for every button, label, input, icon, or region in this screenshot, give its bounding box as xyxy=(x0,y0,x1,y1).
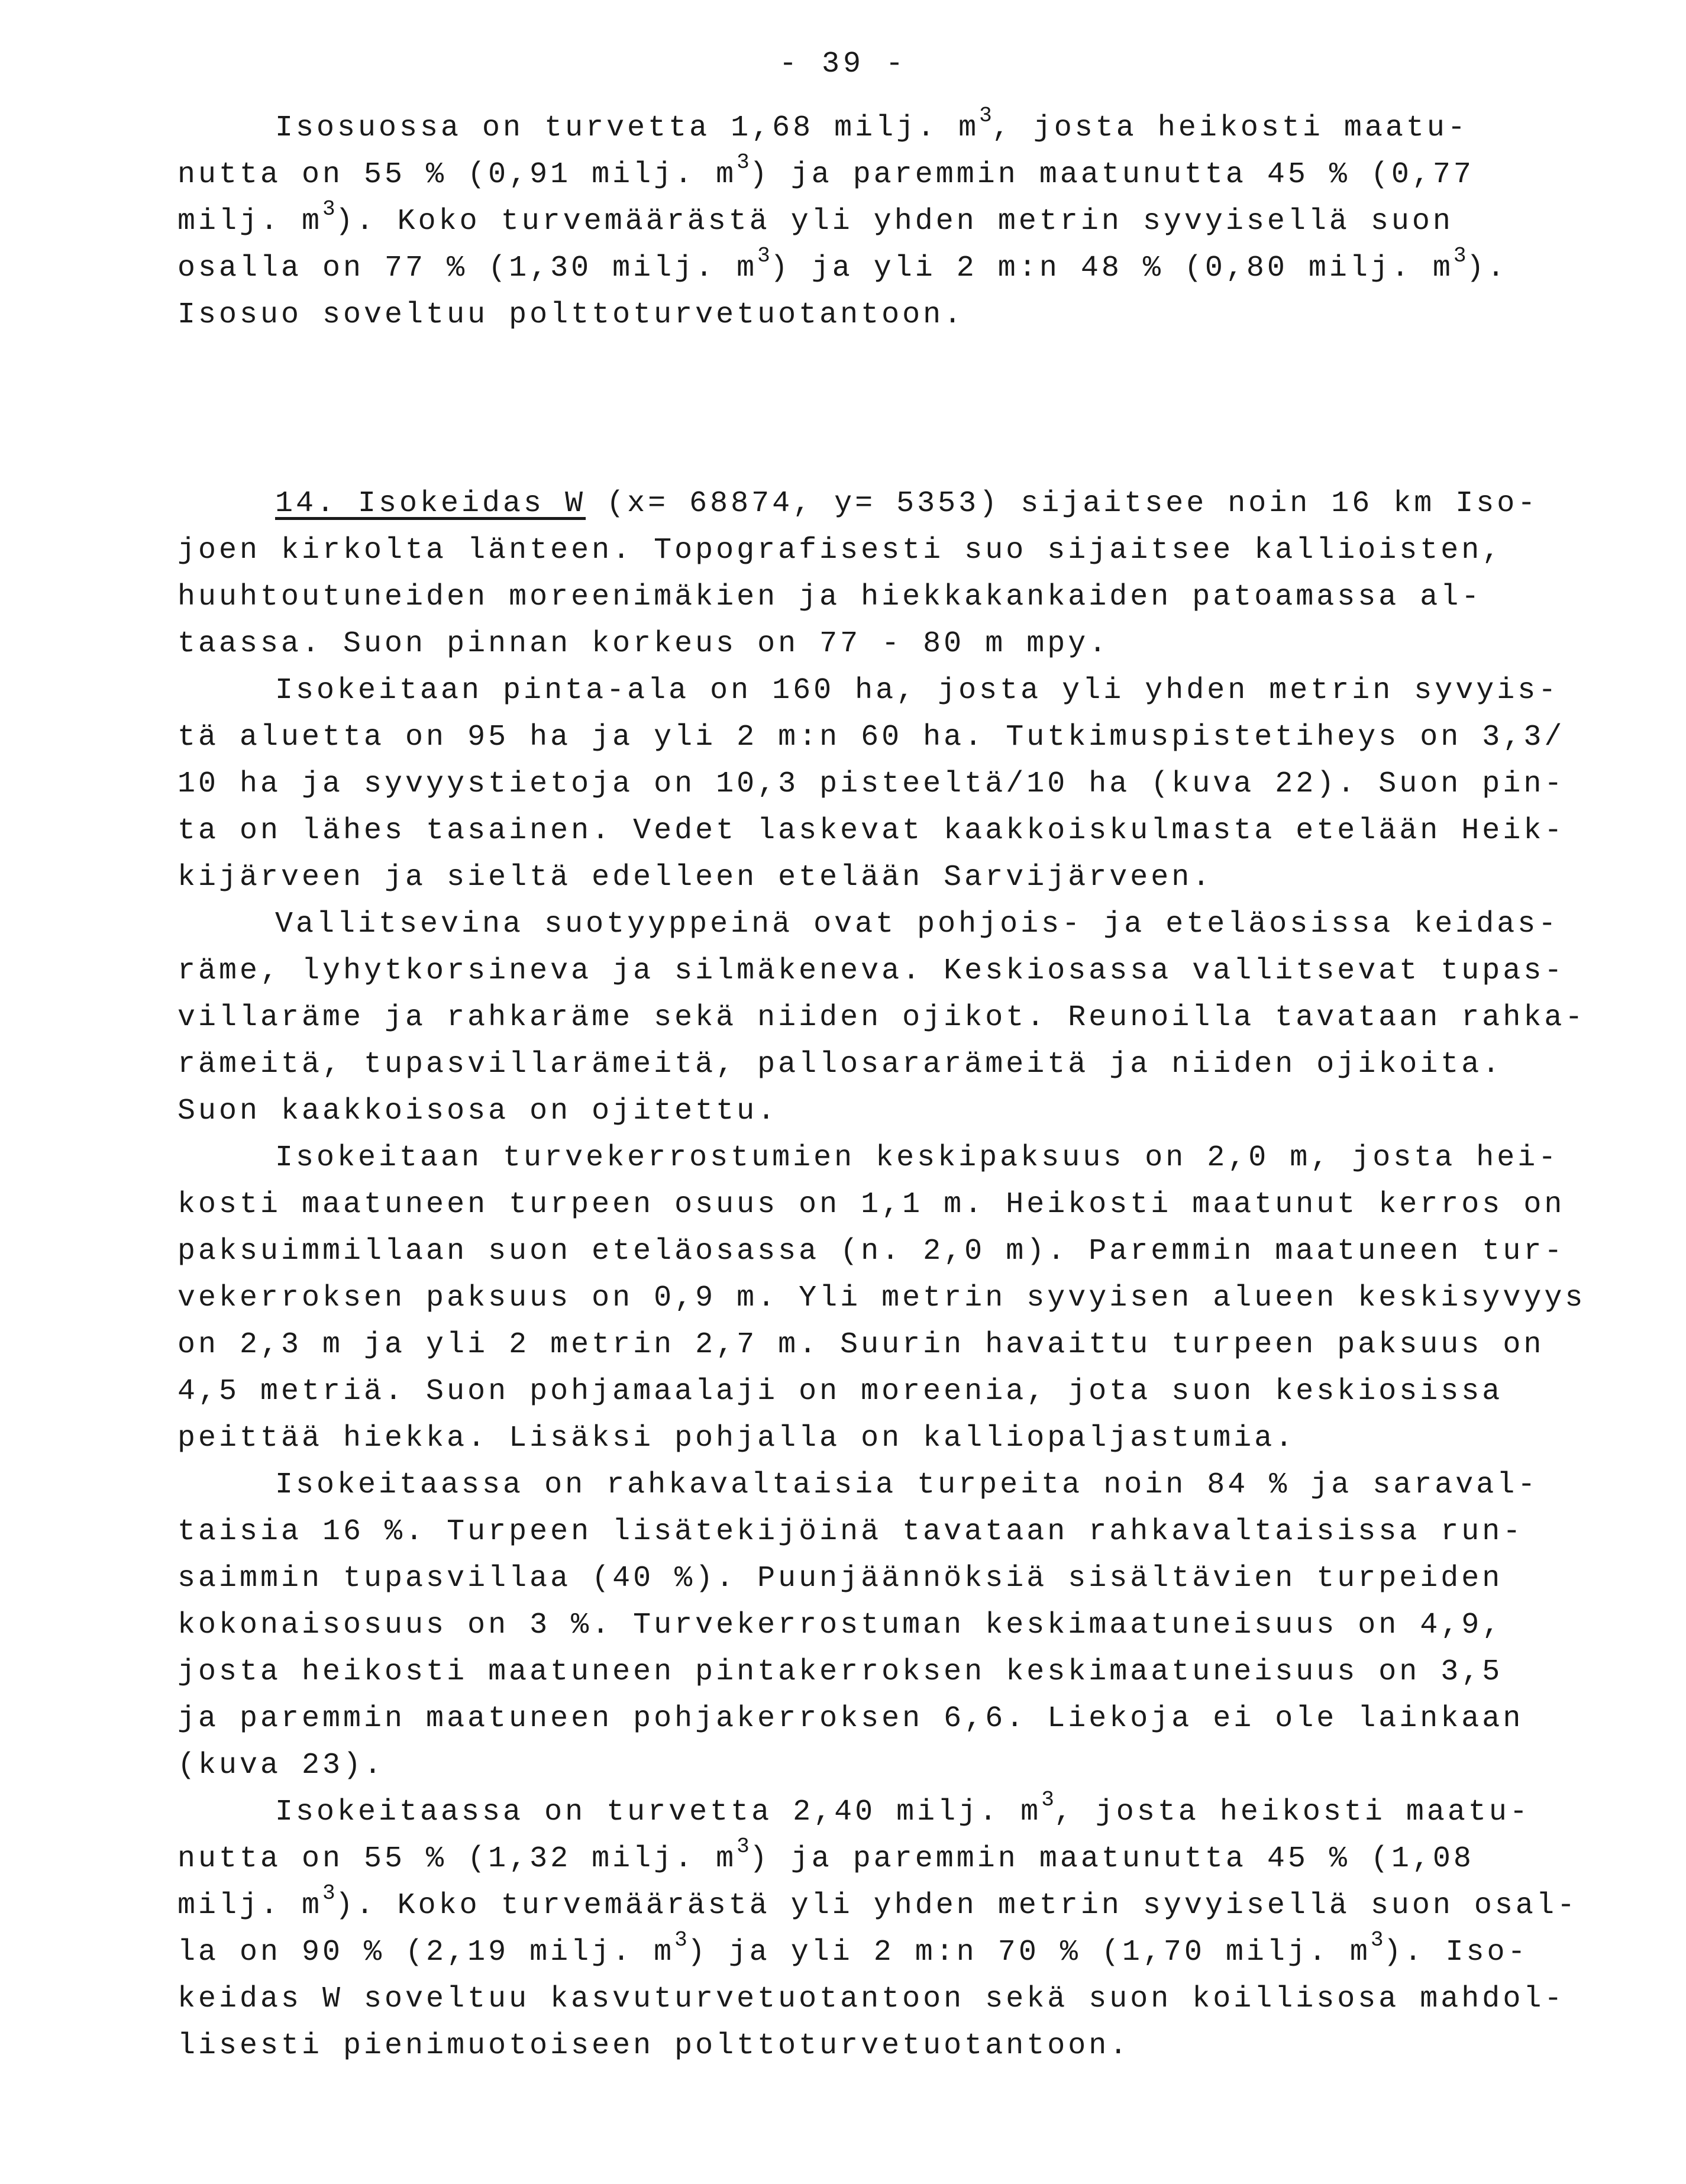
page-number: - 39 - xyxy=(779,47,907,81)
text-line: Isokeitaassa on turvetta 2,40 milj. $m^3$, josta heikosti maatu- xyxy=(275,1788,1530,1829)
superscript: 3 xyxy=(1453,244,1467,269)
superscript: 3 xyxy=(674,1928,687,1953)
text-line: Isokeitaassa on rahkavaltaisia turpeita noin 84 % ja saraval- xyxy=(275,1468,1539,1502)
text-line: Isosuo soveltuu polttoturvetuotantoon. xyxy=(177,298,965,332)
text-line: Isokeitaan pinta-ala on 160 ha, josta yli yhden metrin syvyis- xyxy=(275,674,1559,707)
text-line: peittää hiekka. Lisäksi pohjalla on kalliopaljastumia. xyxy=(177,1421,1296,1455)
text-line: milj. $m^3$). Koko turvemäärästä yli yhden metrin syvyisellä suon xyxy=(177,197,1454,238)
paragraph xyxy=(177,480,1538,667)
text-line: kijärveen ja sieltä edelleen etelään Sarvijärveen. xyxy=(177,861,1213,894)
superscript: 3 xyxy=(1041,1788,1054,1813)
text-line: vekerroksen paksuus on 0,9 m. Yli metrin syvyisen alueen keskisyvyys xyxy=(177,1281,1586,1315)
text-line: la on 90 % (2,19 milj. $m^3$) ja yli 2 m:n 70 % (1,70 milj. $m^3$). Iso- xyxy=(177,1928,1529,1969)
text-line: 14. Isokeidas W (x= 68874, y= 5353) sijaitsee noin 16 km Iso- xyxy=(275,487,1539,521)
text-line: 4,5 metriä. Suon pohjamaalaji on moreenia, jota suon keskiosissa xyxy=(177,1375,1503,1408)
text-line: (kuva 23). xyxy=(177,1749,385,1782)
text-line: Vallitsevina suotyyppeinä ovat pohjois- ja eteläosissa keidas- xyxy=(275,907,1559,941)
text-line: huuhtoutuneiden moreenimäkien ja hiekkakankaiden patoamassa al- xyxy=(177,580,1482,614)
superscript: 3 xyxy=(322,197,335,222)
text-line: villaräme ja rahkaräme sekä niiden ojikot. Reunoilla tavataan rahka- xyxy=(177,1001,1586,1035)
text-line: taisia 16 %. Turpeen lisätekijöinä tavataan rahkavaltaisissa run- xyxy=(177,1515,1524,1549)
text-line: nutta on 55 % (1,32 milj. $m^3$) ja paremmin maatunutta 45 % (1,08 xyxy=(177,1834,1474,1876)
document-body xyxy=(177,104,1586,2069)
text-line: taassa. Suon pinnan korkeus on 77 - 80 m mpy. xyxy=(177,627,1110,661)
text-line: on 2,3 m ja yli 2 metrin 2,7 m. Suurin havaittu turpeen paksuus on xyxy=(177,1328,1545,1362)
text-line: Isokeitaan turvekerrostumien keskipaksuus on 2,0 m, josta hei- xyxy=(275,1141,1559,1175)
text-line: ta on lähes tasainen. Vedet laskevat kaakkoiskulmasta etelään Heik- xyxy=(177,814,1565,848)
text-line: lisesti pienimuotoiseen polttoturvetuotantoon. xyxy=(177,2029,1131,2063)
superscript: 3 xyxy=(979,104,992,128)
text-line: josta heikosti maatuneen pintakerroksen keskimaatuneisuus on 3,5 xyxy=(177,1655,1503,1689)
text-line: kokonaisosuus on 3 %. Turvekerrostuman keskimaatuneisuus on 4,9, xyxy=(177,1608,1503,1642)
document-page xyxy=(177,47,1586,2069)
text-line: 10 ha ja syvyystietoja on 10,3 pisteeltä/10 ha (kuva 22). Suon pin- xyxy=(177,767,1565,801)
text-line: keidas W soveltuu kasvuturvetuotantoon sekä suon koillisosa mahdol- xyxy=(177,1982,1565,2016)
superscript: 3 xyxy=(737,1834,750,1859)
text-line: ja paremmin maatuneen pohjakerroksen 6,6. Liekoja ei ole lainkaan xyxy=(177,1702,1524,1736)
text-line: rämeitä, tupasvillarämeitä, pallosararämeitä ja niiden ojikoita. xyxy=(177,1048,1503,1081)
section-gap xyxy=(177,338,1538,480)
text-line: kosti maatuneen turpeen osuus on 1,1 m. Heikosti maatunut kerros on xyxy=(177,1188,1565,1222)
text-line: Suon kaakkoisosa on ojitettu. xyxy=(177,1094,779,1128)
paragraph xyxy=(177,1135,1586,1462)
paragraph xyxy=(177,901,1586,1135)
paragraph xyxy=(177,1788,1578,2069)
superscript: 3 xyxy=(1370,1928,1384,1953)
text-line: nutta on 55 % (0,91 milj. $m^3$) ja paremmin maatunutta 45 % (0,77 xyxy=(177,150,1474,192)
text-line: paksuimmillaan suon eteläosassa (n. 2,0 m). Paremmin maatuneen tur- xyxy=(177,1235,1565,1268)
text-line: saimmin tupasvillaa (40 %). Puunjäännöksiä sisältävien turpeiden xyxy=(177,1562,1503,1595)
section-heading: 14. Isokeidas W xyxy=(275,487,586,521)
paragraph xyxy=(177,667,1565,901)
superscript: 3 xyxy=(322,1881,335,1906)
paragraph xyxy=(177,105,1538,338)
superscript: 3 xyxy=(757,244,770,269)
text-line: Isosuossa on turvetta 1,68 milj. $m^3$, josta heikosti maatu- xyxy=(275,104,1468,145)
text-line: joen kirkolta länteen. Topografisesti suo sijaitsee kallioisten, xyxy=(177,534,1503,567)
text-line: tä aluetta on 95 ha ja yli 2 m:n 60 ha. Tutkimuspistetiheys on 3,3/ xyxy=(177,721,1565,754)
paragraph xyxy=(177,1462,1538,1789)
text-line: milj. $m^3$). Koko turvemäärästä yli yhden metrin syvyisellä suon osal- xyxy=(177,1881,1578,1923)
superscript: 3 xyxy=(737,150,750,175)
text-line: räme, lyhytkorsineva ja silmäkeneva. Keskiosassa vallitsevat tupas- xyxy=(177,954,1565,988)
text-line: osalla on 77 % (1,30 milj. $m^3$) ja yli 2 m:n 48 % (0,80 milj. $m^3$). xyxy=(177,244,1508,285)
